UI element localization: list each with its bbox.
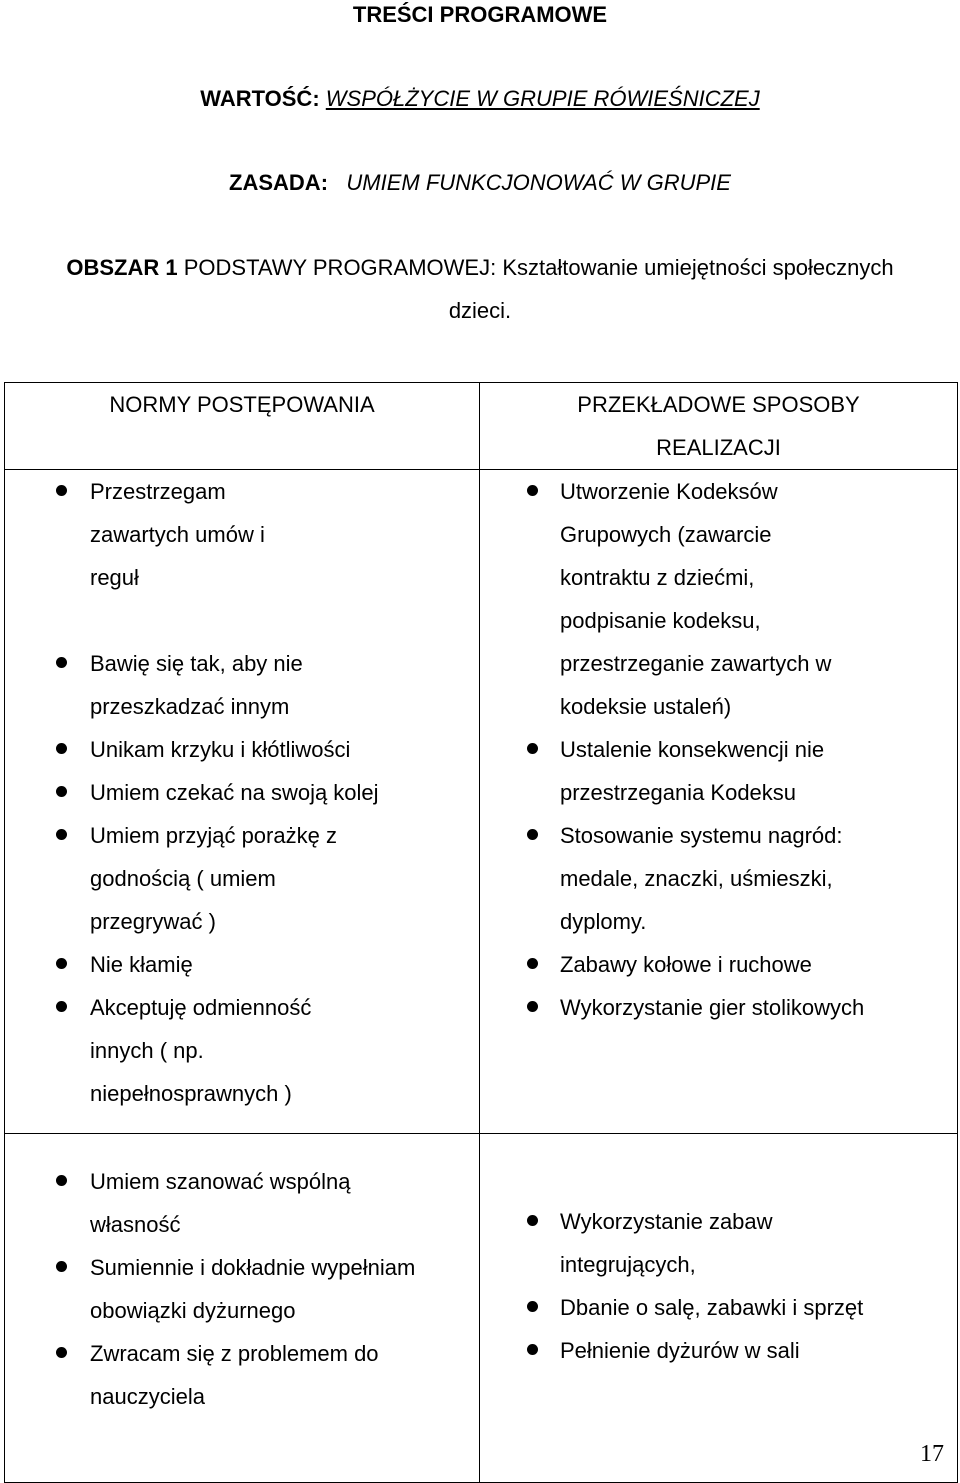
bullet-icon <box>56 1261 67 1272</box>
row1-methods-list <box>480 470 957 1029</box>
obszar-text: PODSTAWY PROGRAMOWEJ: Kształtowanie umiejętności społecznych <box>183 255 894 280</box>
list-item-text: Umiem czekać na swoją kolej <box>90 780 379 805</box>
list-item-text: Umiem przyjąć porażkę z godnością ( umiem przegrywać ) <box>90 823 337 934</box>
bullet-icon <box>527 958 538 969</box>
list-item-text: Bawię się tak, aby nie przeszkadzać innym <box>90 651 303 719</box>
bullet-icon <box>56 958 67 969</box>
row1-norms-list <box>5 470 479 1115</box>
bullet-icon <box>56 657 67 668</box>
bullet-icon <box>56 1347 67 1358</box>
bullet-icon <box>527 1301 538 1312</box>
obszar-line <box>0 255 960 281</box>
header-methods-label-2: REALIZACJI <box>656 435 781 460</box>
list-item <box>5 728 479 771</box>
list-item-text: Zwracam się z problemem do nauczyciela <box>90 1341 379 1409</box>
header-norms-label: NORMY POSTĘPOWANIA <box>109 392 375 417</box>
bullet-icon <box>56 829 67 840</box>
list-item-text: Przestrzegam zawartych umów i reguł <box>90 479 265 590</box>
header-methods-label-1: PRZEKŁADOWE SPOSOBY <box>577 392 860 417</box>
bullet-icon <box>527 1344 538 1355</box>
list-item-text: Akceptuję odmienność innych ( np. niepełnosprawnych ) <box>90 995 312 1106</box>
page-number: 17 <box>920 1441 944 1467</box>
header-norms <box>5 383 480 470</box>
bullet-icon <box>527 743 538 754</box>
list-item <box>480 728 870 814</box>
row1-methods-cell <box>480 470 958 1134</box>
row2-norms-list <box>5 1160 479 1418</box>
bullet-icon <box>527 485 538 496</box>
bullet-icon <box>527 1001 538 1012</box>
list-item-text: Unikam krzyku i kłótliwości <box>90 737 351 762</box>
list-item <box>480 814 880 943</box>
obszar-label: OBSZAR 1 <box>66 255 178 280</box>
bullet-icon <box>56 743 67 754</box>
list-item <box>480 943 957 986</box>
list-item <box>480 1329 957 1372</box>
bullet-icon <box>56 786 67 797</box>
table-row <box>5 470 958 1134</box>
wartosc-value: WSPÓŁŻYCIE W GRUPIE RÓWIEŚNICZEJ <box>325 86 760 111</box>
wartosc-label: WARTOŚĆ: <box>200 86 320 111</box>
list-item-text: Utworzenie Kodeksów Grupowych (zawarcie kontraktu z dziećmi, podpisanie kodeksu, przestrzeganie zawartych w kodeksie ustaleń) <box>560 479 832 719</box>
list-item-text: Ustalenie konsekwencji nie przestrzegania Kodeksu <box>560 737 825 805</box>
obszar-cont: dzieci. <box>448 298 512 323</box>
list-item-text: Umiem szanować wspólną własność <box>90 1169 351 1237</box>
list-item <box>5 986 360 1115</box>
row2-norms-cell <box>5 1134 480 1483</box>
zasada-label: ZASADA: <box>229 170 329 195</box>
list-item <box>5 470 316 590</box>
list-item <box>5 642 350 728</box>
program-table <box>4 382 958 1483</box>
list-item-text: Stosowanie systemu nagród: medale, znaczki, uśmieszki, dyplomy. <box>560 823 843 934</box>
list-item <box>480 1200 820 1286</box>
list-item <box>5 814 390 943</box>
row2-methods-cell <box>480 1134 958 1483</box>
list-item <box>5 1160 400 1246</box>
bullet-icon <box>56 1001 67 1012</box>
zasada-value: UMIEM FUNKCJONOWAĆ W GRUPIE <box>346 170 731 195</box>
list-item-text: Pełnienie dyżurów w sali <box>560 1338 800 1363</box>
list-item-text: Nie kłamię <box>90 952 193 977</box>
row2-methods-list <box>480 1200 957 1372</box>
list-item <box>5 1332 430 1418</box>
list-item <box>480 1286 957 1329</box>
zasada-line <box>0 170 960 196</box>
list-item-text: Wykorzystanie zabaw integrujących, <box>560 1209 773 1277</box>
wartosc-line <box>0 86 960 112</box>
list-item-text: Zabawy kołowe i ruchowe <box>560 952 812 977</box>
list-item-text: Dbanie o salę, zabawki i sprzęt <box>560 1295 864 1320</box>
list-item <box>5 1246 470 1332</box>
row1-norms-cell <box>5 470 480 1134</box>
bullet-icon <box>527 829 538 840</box>
bullet-icon <box>56 1175 67 1186</box>
list-item-text: Wykorzystanie gier stolikowych <box>560 995 865 1020</box>
header-methods <box>480 383 958 470</box>
list-item <box>5 771 479 814</box>
list-item-text: Sumiennie i dokładnie wypełniam obowiązki dyżurnego <box>90 1255 416 1323</box>
bullet-icon <box>527 1215 538 1226</box>
list-item <box>480 470 870 728</box>
table-row <box>5 1134 958 1483</box>
bullet-icon <box>56 485 67 496</box>
table-header-row <box>5 383 958 470</box>
list-item <box>5 943 479 986</box>
list-item <box>480 986 957 1029</box>
page-title: TREŚCI PROGRAMOWE <box>352 2 608 27</box>
